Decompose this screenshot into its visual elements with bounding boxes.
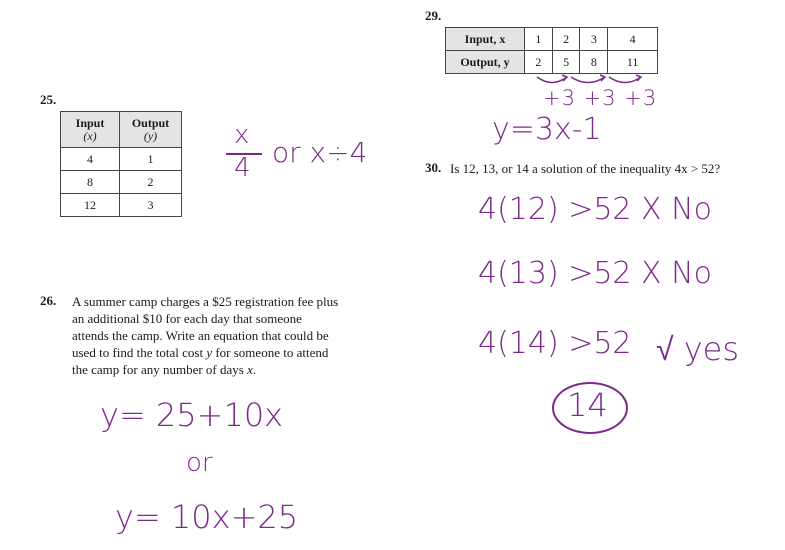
p25-output-header: Output (y)	[120, 112, 182, 148]
p30-work-14: 4(14) >52	[478, 326, 632, 361]
p29-answer: y=3x-1	[492, 112, 602, 147]
p29-input-label: Input, x	[446, 28, 525, 51]
table-cell: 4	[61, 148, 120, 171]
table-cell: 8	[61, 171, 120, 194]
p29-output-label: Output, y	[446, 51, 525, 74]
table-cell: 8	[580, 51, 608, 74]
table-cell: 2	[525, 51, 553, 74]
table-cell: 1	[525, 28, 553, 51]
p26-answer-2: y= 10x+25	[115, 498, 299, 536]
p26-answer-or: or	[186, 448, 213, 478]
table-cell: 2	[552, 28, 580, 51]
problem-30-number: 30.	[425, 160, 442, 175]
table-cell: 3	[120, 194, 182, 217]
problem-26-text: A summer camp charges a $25 registration fee plus an additional $10 for each day that someone attends the camp. Write an equation that could be used to find the total cost y for someone to attend the camp for any number of days x.	[72, 294, 339, 377]
table-cell: 5	[552, 51, 580, 74]
problem-29-number: 29.	[425, 8, 442, 23]
table-cell: 11	[608, 51, 658, 74]
table-cell: 3	[580, 28, 608, 51]
p25-answer-numerator: x	[234, 120, 250, 150]
table-cell: 1	[120, 148, 182, 171]
p30-work-14-yes: √ yes	[656, 330, 740, 368]
table-cell: 4	[608, 28, 658, 51]
table-cell: 2	[120, 171, 182, 194]
p30-work-12: 4(12) >52 X No	[478, 192, 712, 227]
problem-25-table	[60, 111, 182, 217]
p25-input-header: Input (x)	[61, 112, 120, 148]
p26-answer-1: y= 25+10x	[100, 396, 284, 434]
problem-25-number: 25.	[40, 92, 57, 107]
table-cell: 12	[61, 194, 120, 217]
p30-work-13: 4(13) >52 X No	[478, 256, 712, 291]
problem-29-table	[445, 27, 658, 74]
p29-differences: +3 +3 +3	[543, 86, 658, 110]
p25-answer-denominator: 4	[234, 153, 251, 183]
problem-26-number: 26.	[40, 293, 57, 308]
problem-30-question: Is 12, 13, or 14 a solution of the inequality 4x > 52?	[450, 161, 721, 176]
p30-final-answer: 14	[567, 386, 608, 424]
p25-answer-alt: or x÷4	[272, 136, 368, 169]
